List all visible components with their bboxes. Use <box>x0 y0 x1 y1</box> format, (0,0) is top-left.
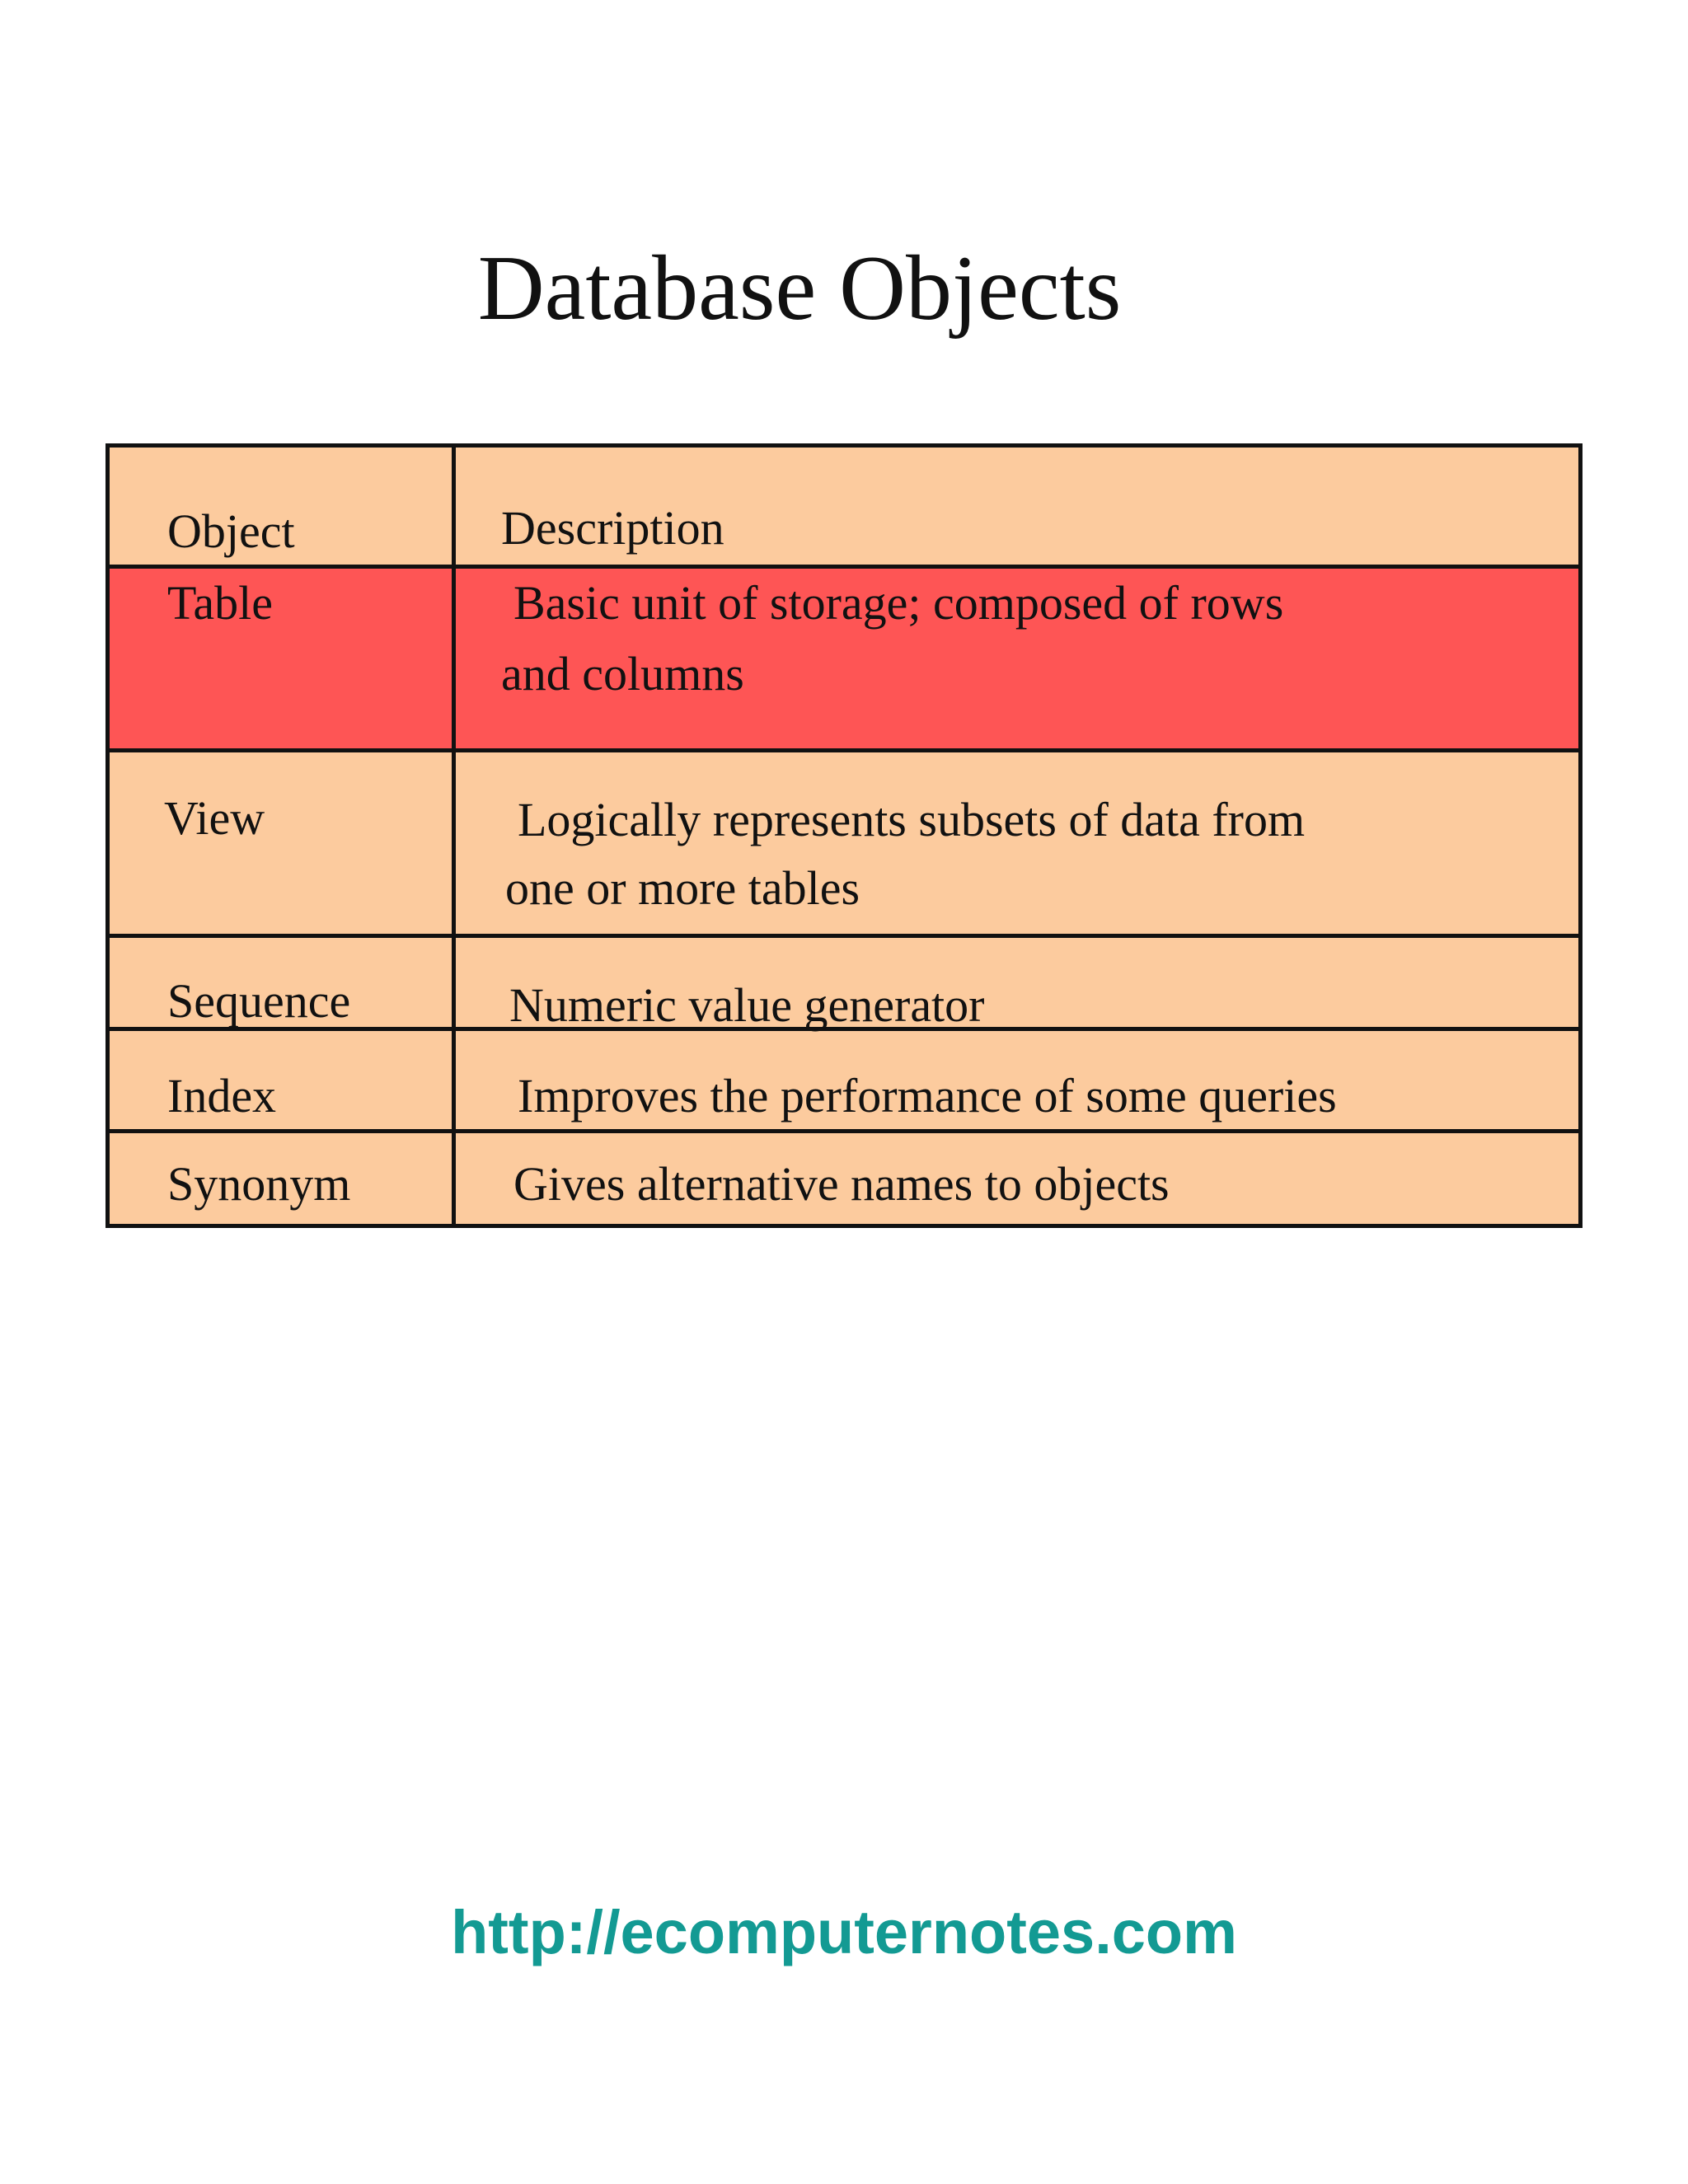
cell-object-synonym: Synonym <box>167 1157 351 1211</box>
page-title: Database Objects <box>477 237 1122 340</box>
cell-object-table: Table <box>167 576 273 630</box>
row-divider <box>110 748 1578 752</box>
column-divider <box>452 448 456 1224</box>
cell-object-view: View <box>164 791 265 845</box>
header-description: Description <box>501 501 724 555</box>
cell-description-sequence: Numeric value generator <box>509 978 985 1032</box>
cell-description-synonym: Gives alternative names to objects <box>513 1157 1170 1211</box>
cell-description-index: Improves the performance of some queries <box>518 1069 1337 1122</box>
cell-object-sequence: Sequence <box>167 974 351 1028</box>
cell-description-table-line-1: Basic unit of storage; composed of rows <box>513 576 1284 630</box>
row-divider <box>110 934 1578 938</box>
header-object: Object <box>167 504 295 558</box>
cell-object-index: Index <box>167 1069 277 1122</box>
cell-description-view-line-2: one or more tables <box>505 861 860 915</box>
database-objects-table <box>106 443 1582 1228</box>
footer-url[interactable]: http://ecomputernotes.com <box>451 1898 1237 1966</box>
cell-description-table-line-2: and columns <box>501 647 744 701</box>
cell-description-view-line-1: Logically represents subsets of data from <box>518 793 1306 846</box>
